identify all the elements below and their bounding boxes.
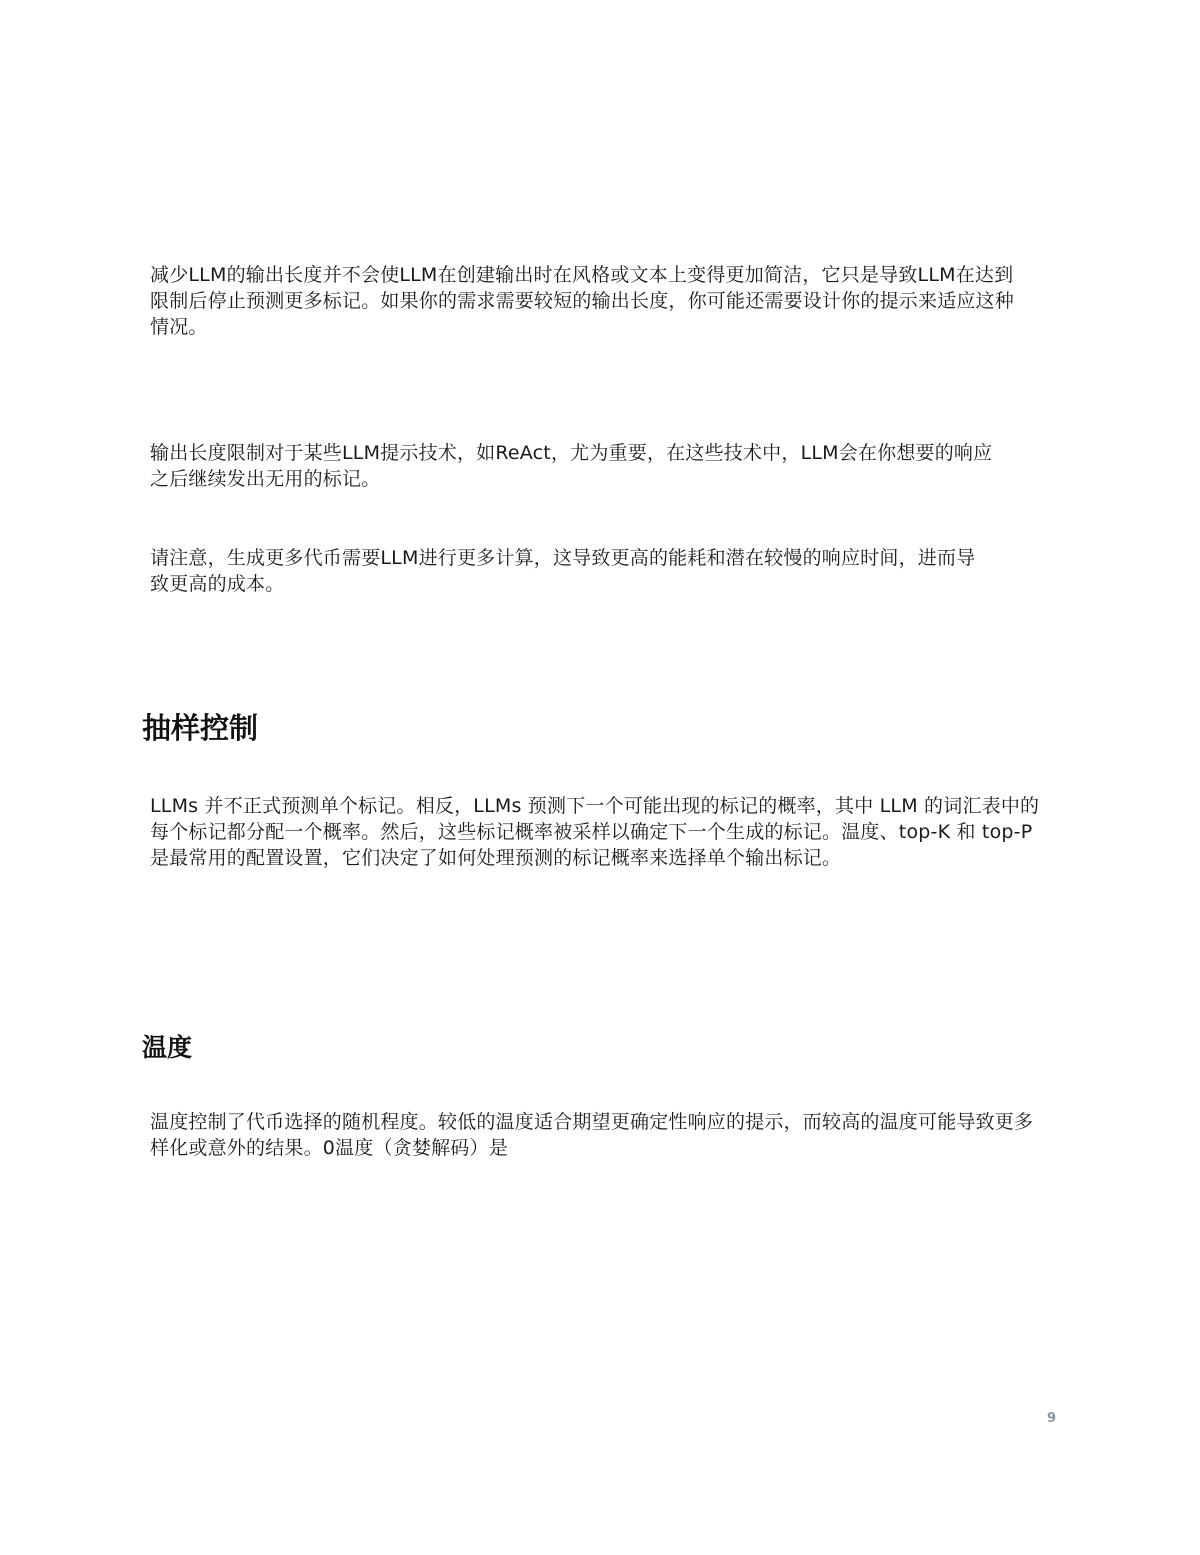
paragraph-output-length: 减少LLM的输出长度并不会使LLM在创建输出时在风格或文本上变得更加简洁，它只是导致LLM在达到限制后停止预测更多标记。如果你的需求需要较短的输出长度，你可能还需要设计你的提示来适应这种情况。	[150, 264, 1015, 338]
paragraph-cost-note: 请注意，生成更多代币需要LLM进行更多计算，这导致更高的能耗和潜在较慢的响应时间，进而导致更高的成本。	[150, 547, 976, 595]
heading-temperature: 温度	[142, 1033, 193, 1062]
paragraph-temperature: 温度控制了代币选择的随机程度。较低的温度适合期望更确定性响应的提示，而较高的温度可能导致更多样化或意外的结果。0温度（贪婪解码）是	[150, 1111, 1034, 1159]
paragraph-react-limit: 输出长度限制对于某些LLM提示技术，如ReAct，尤为重要，在这些技术中，LLM会在你想要的响应之后继续发出无用的标记。	[150, 442, 993, 490]
heading-sampling-control: 抽样控制	[142, 711, 259, 745]
page-number: 9	[1047, 1411, 1057, 1426]
paragraph-sampling: LLMs 并不正式预测单个标记。相反，LLMs 预测下一个可能出现的标记的概率，其中 LLM 的词汇表中的每个标记都分配一个概率。然后，这些标记概率被采样以确定下一个生成的标记。温度、top-K 和 top-P 是最常用的配置设置，它们决定了如何处理预测的标记概率来选择单个输出标记。	[150, 795, 1040, 869]
